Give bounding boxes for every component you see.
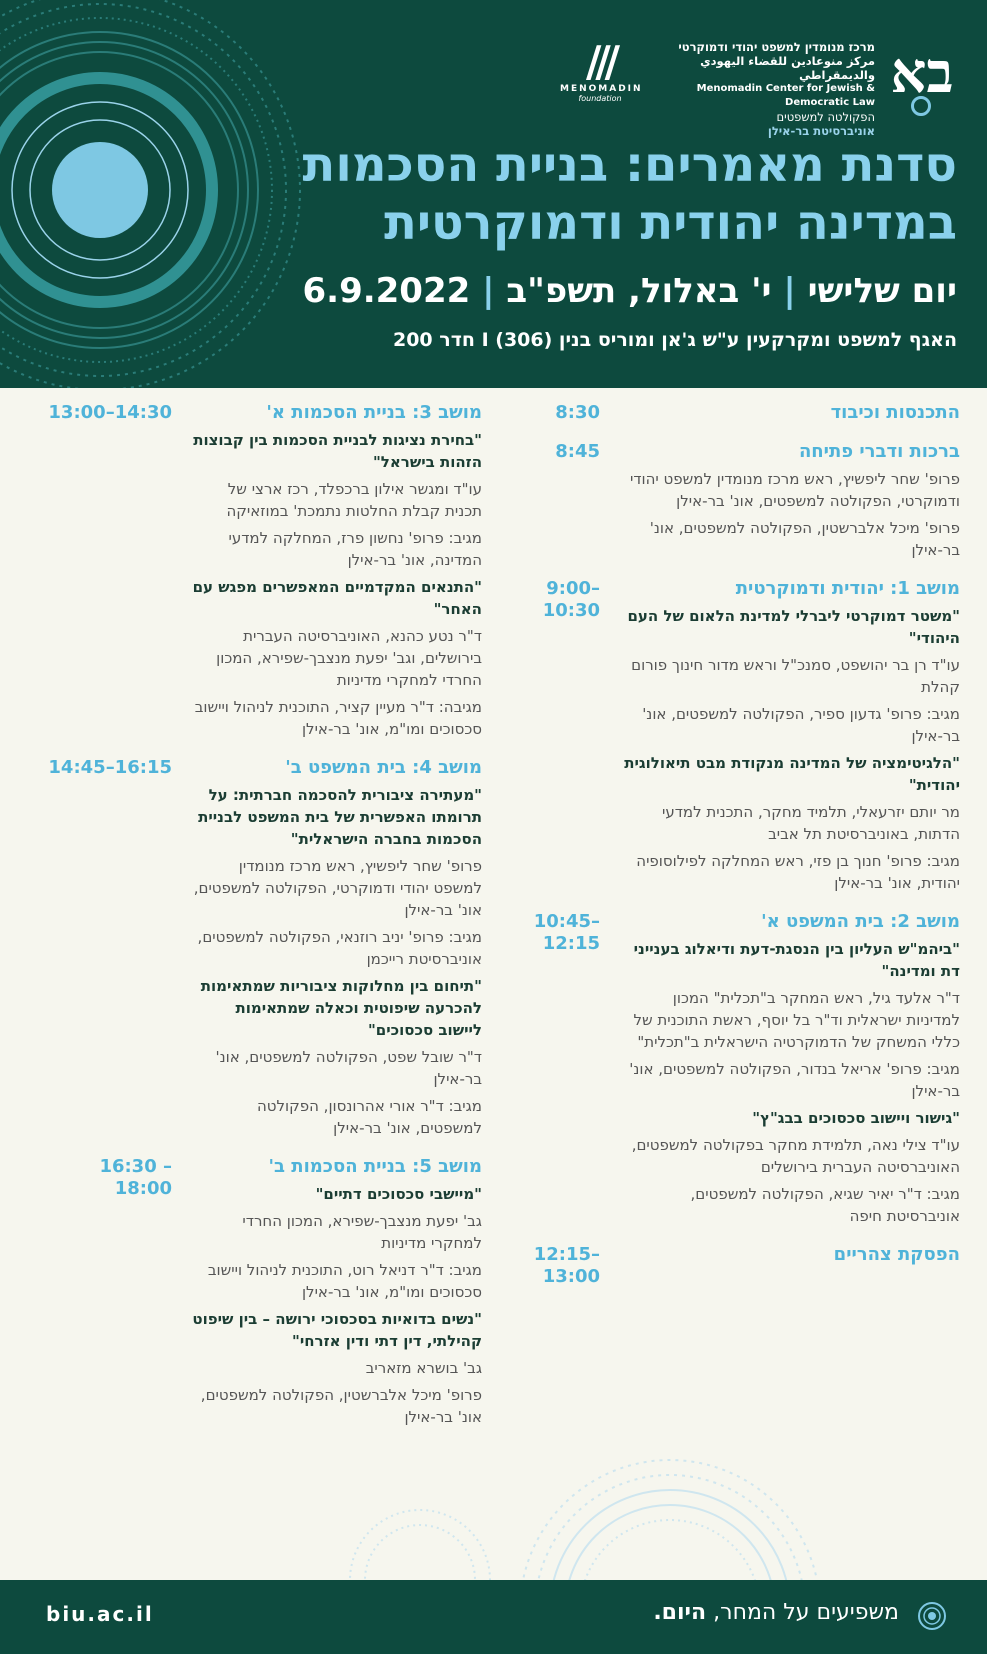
header-banner [0,0,987,388]
separator: | [470,271,495,311]
gregorian-date: 6.9.2022 [302,271,471,311]
speaker-info: מגיב: ד"ר יאיר שגיא, הפקולטה למשפטים, אוניברסיטת חיפה [690,1185,960,1225]
footer [0,1580,987,1654]
session-body [620,1244,960,1288]
session-time: 8:45 [555,441,600,462]
university-name: אוניברסיטת בר-אילן [767,124,875,138]
session [42,402,482,745]
speaker-info: מגיב: ד"ר אורי אהרונסון, הפקולטה למשפטים, אונ' בר-אילן [256,1097,482,1137]
speaker-info: מגיב: פרופ' חנוך בן פזי, ראש המחלקה לפילוסופיה יהודית, אונ' בר-אילן [636,852,960,892]
target-icon [917,1601,947,1631]
talk-title: "משטר דמוקרטי ליברלי למדינת הלאום של העם היהודי" [627,607,960,647]
session-time: 8:30 [555,402,600,423]
session-title: מושב 3: בניית הסכמות א' [266,402,482,423]
speaker-info: מגיב: פרופ' יניב רוזנאי, הפקולטה למשפטים, אוניברסיטת רייכמן [197,928,482,968]
faculty-info [655,40,875,138]
session-title: מושב 4: בית המשפט ב' [285,757,482,778]
page-title [197,136,957,252]
bar-ilan-logo: בא [890,40,954,106]
session-body [192,402,482,745]
speaker-info: מגיב: פרופ' אריאל בנדור, הפקולטה למשפטים, אונ' בר-אילן [629,1060,960,1100]
date-line [303,270,958,312]
venue: האגף למשפט ומקרקעין ע"ש ג'אן ומוריס בנין (306) I חדר 200 [392,329,957,351]
slogan [653,1600,899,1625]
center-name-he: מרכז מנומדין למשפט יהודי ודמוקרטי [678,40,875,54]
session-title: מושב 1: יהודית ודמוקרטית [735,578,960,599]
session [42,1156,482,1433]
rings-decoration-bottom [340,1440,860,1590]
session-body [192,757,482,1144]
speaker-info: מר יותם יזרעאלי, תלמיד מחקר, התכנית למדעי הדתות, באוניברסיטת תל אביב [661,803,960,843]
speaker-info: מגיב: פרופ' גדעון ספיר, הפקולטה למשפטים, אונ' בר-אילן [642,705,960,745]
speaker-info: פרופ' שחר ליפשיץ, ראש מרכז מנומדין למשפט יהודי ודמוקרטי, הפקולטה למשפטים, אונ' בר-אילן [630,470,960,510]
bar-ilan-logo-dot [911,96,931,116]
day: יום שלישי [807,271,957,311]
speaker-info: גב' בושרא מזאריב [365,1359,482,1377]
website-link[interactable]: biu.ac.il [46,1602,154,1626]
session-body [620,441,960,566]
talk-title: "מיישבי סכסוכים דתיים" [315,1185,482,1203]
session-time: 10:45–12:15 [533,911,600,954]
talk-title: "גישור ויישוב סכסוכים בבג"ץ" [752,1109,960,1127]
speaker-info: פרופ' שחר ליפשיץ, ראש מרכז מנומדין למשפט יהודי ודמוקרטי, הפקולטה למשפטים, אונ' בר-אילן [193,857,482,919]
session-body [620,402,960,429]
session-title: מושב 2: בית המשפט א' [761,911,960,932]
session-title: ברכות ודברי פתיחה [798,441,960,462]
session-body [620,911,960,1232]
speaker-info: עו"ד צילי נאה, תלמידת מחקר בפקולטה למשפטים, האוניברסיטה העברית בירושלים [631,1136,960,1176]
speaker-info: מגיבה: ד"ר מעיין קציר, התוכנית לניהול ויישוב סכסוכים ומו"מ, אונ' בר-אילן [194,698,482,738]
speaker-info: עו"ד רן בר יהושפט, סמנכ"ל וראש מדור חינוך פורום קהלת [631,656,960,696]
session [490,578,960,899]
session [490,402,960,429]
session-body [620,578,960,899]
session-title: הפסקת צהריים [833,1244,960,1265]
session [490,1244,960,1288]
center-name-ar: مركز منوعادين للقضاء اليهودي والديمقراطي [700,54,875,82]
slogan-main: משפיעים על המחר, [713,1600,899,1625]
session [490,441,960,566]
talk-title: "נשים בדואיות בסכסוכי ירושה – בין שיפוט קהילתי, דין דתי ודין אזרחי" [192,1310,482,1350]
session-time: 13:00–14:30 [48,402,172,423]
speaker-info: ד"ר שובל שפט, הפקולטה למשפטים, אונ' בר-אילן [215,1048,482,1088]
session-title: מושב 5: בניית הסכמות ב' [268,1156,482,1177]
speaker-info: עו"ד ומגשר אילון ברכפלד, רכז ארצי של תכנית קבלת החלטות נתמכת' במוזאיקה [226,480,482,520]
center-name-en: Menomadin Center for Jewish & Democratic Law [696,83,875,108]
menomadin-mark-icon: /// [585,37,615,86]
hebrew-date: י' באלול, תשפ"ב [506,271,772,311]
menomadin-name: MENOMADIN [560,84,643,94]
menomadin-sub: foundation [578,94,622,103]
session-body [192,1156,482,1433]
speaker-info: ד"ר נטע כהנא, האוניברסיטה העברית בירושלים, וגב' יפעת מנצבך-שפירא, המכון החרדי למחקרי מדיניות [216,627,482,689]
session [42,757,482,1144]
talk-title: "מעתירה ציבורית להסכמה חברתית: על תרומתו האפשרית של בית המשפט לבניית הסכמות בחברה הישראלית" [198,786,482,848]
menomadin-logo [560,37,643,103]
title-line-1: סדנת מאמרים: בניית הסכמות [302,137,957,193]
session-time: 16:30 – 18:00 [99,1156,172,1199]
talk-title: "התנאים המקדמיים המאפשרים מפגש עם האחר" [192,578,482,618]
speaker-info: מגיב: ד"ר דניאל רוט, התוכנית לניהול ויישוב סכסוכים ומו"מ, אונ' בר-אילן [207,1261,482,1301]
speaker-info: מגיב: פרופ' נחשון פרז, המחלקה למדעי המדינה, אונ' בר-אילן [228,529,482,569]
schedule-right-column [490,402,960,1300]
speaker-info: ד"ר אלעד גיל, ראש המחקר ב"תכלית" המכון למדיניות ישראלית וד"ר בל יוסף, ראשת התוכנית של כללי המשחק של הדמוקרטיה הישראלית ב"תכלית" [633,989,960,1051]
speaker-info: גב' יפעת מנצבך-שפירא, המכון החרדי למחקרי מדיניות [242,1212,482,1252]
talk-title: "הלגיטימציה של המדינה מנקודת מבט תיאולוגית יהודית" [624,754,960,794]
schedule-left-column [42,402,482,1445]
faculty-name: הפקולטה למשפטים [776,110,875,124]
speaker-info: פרופ' מיכל אלברשטין, הפקולטה למשפטים, אונ' בר-אילן [200,1386,482,1426]
talk-title: "ביהמ"ש העליון בין הנסגת-דעת ודיאלוג בענייני דת ומדינה" [633,940,960,980]
session-title: התכנסות וכיבוד [830,402,960,423]
session-time: 14:45–16:15 [48,757,172,778]
separator: | [771,271,796,311]
slogan-bold: היום. [653,1600,707,1625]
session [490,911,960,1232]
session-time: 12:15–13:00 [533,1244,600,1287]
session-time: 9:00–10:30 [542,578,600,621]
talk-title: "בחירת נציגות לבניית הסכמות בין קבוצות הזהות בישראל" [193,431,482,471]
talk-title: "תיחום בין מחלוקות ציבוריות שמתאימות להכרעה שיפוטית וכאלה שמתאימות ליישוב סכסוכים" [200,977,482,1039]
speaker-info: פרופ' מיכל אלברשטין, הפקולטה למשפטים, אונ' בר-אילן [649,519,960,559]
title-line-2: במדינה יהודית ודמוקרטית [384,195,957,251]
